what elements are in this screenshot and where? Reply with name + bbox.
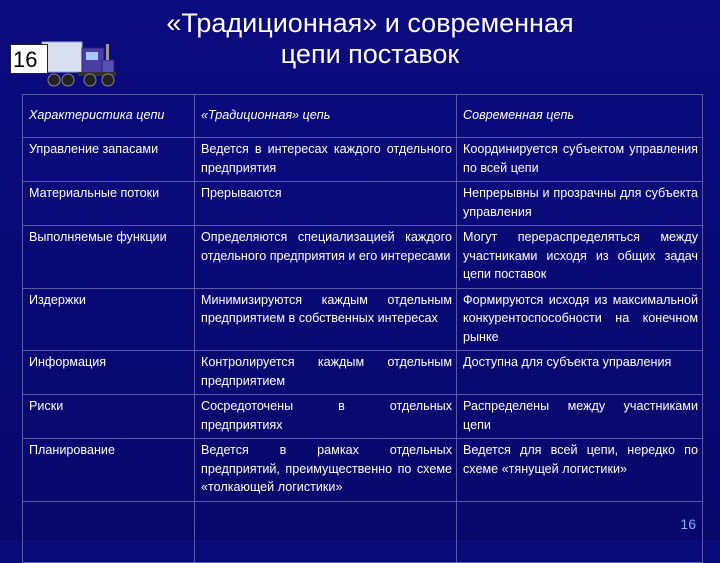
empty-cell	[457, 501, 703, 562]
characteristic-cell: Выполняемые функции	[23, 226, 195, 289]
table-row	[23, 439, 703, 502]
table-row-empty	[23, 501, 703, 562]
table-row	[23, 138, 703, 182]
empty-cell	[195, 501, 457, 562]
table-row	[23, 351, 703, 395]
column-header: Характеристика цепи	[23, 95, 195, 138]
logo	[4, 16, 120, 80]
title-line-1: «Традиционная» и современная	[166, 8, 574, 38]
table-row	[23, 288, 703, 351]
characteristic-cell: Риски	[23, 395, 195, 439]
traditional-cell: Ведется в рамках отдельных предприятий, преимущественно по схеме «толкающей логистики»	[195, 439, 457, 502]
truck-icon	[40, 38, 120, 90]
characteristic-cell: Материальные потоки	[23, 182, 195, 226]
characteristic-cell: Информация	[23, 351, 195, 395]
slide-header	[0, 0, 720, 92]
table-header-row	[23, 95, 703, 138]
traditional-cell: Минимизируются каждым отдельным предприятием в собственных интересах	[195, 288, 457, 351]
characteristic-cell: Планирование	[23, 439, 195, 502]
empty-cell	[23, 501, 195, 562]
traditional-cell: Контролируется каждым отдельным предприятием	[195, 351, 457, 395]
modern-cell: Распределены между участниками цепи	[457, 395, 703, 439]
traditional-cell: Сосредоточены в отдельных предприятиях	[195, 395, 457, 439]
modern-cell: Могут перераспределяться между участниками исходя из общих задач цепи поставок	[457, 226, 703, 289]
table-row	[23, 395, 703, 439]
table-row	[23, 182, 703, 226]
modern-cell: Формируются исходя из максимальной конкурентоспособности на конечном рынке	[457, 288, 703, 351]
traditional-cell: Определяются специализацией каждого отдельного предприятия и его интересами	[195, 226, 457, 289]
logo-number: 16	[10, 44, 48, 74]
modern-cell: Непрерывны и прозрачны для субъекта управления	[457, 182, 703, 226]
characteristic-cell: Управление запасами	[23, 138, 195, 182]
title-line-2: цепи поставок	[280, 39, 460, 69]
comparison-table	[22, 94, 703, 563]
modern-cell: Доступна для субъекта управления	[457, 351, 703, 395]
slide-title	[130, 8, 610, 70]
modern-cell: Координируется субъектом управления по всей цепи	[457, 138, 703, 182]
column-header: «Традиционная» цепь	[195, 95, 457, 138]
traditional-cell: Ведется в интересах каждого отдельного предприятия	[195, 138, 457, 182]
modern-cell: Ведется для всей цепи, нередко по схеме «тянущей логистики»	[457, 439, 703, 502]
column-header: Современная цепь	[457, 95, 703, 138]
characteristic-cell: Издержки	[23, 288, 195, 351]
table-row	[23, 226, 703, 289]
page-number: 16	[680, 516, 696, 532]
traditional-cell: Прерываются	[195, 182, 457, 226]
comparison-table-container	[22, 94, 702, 540]
